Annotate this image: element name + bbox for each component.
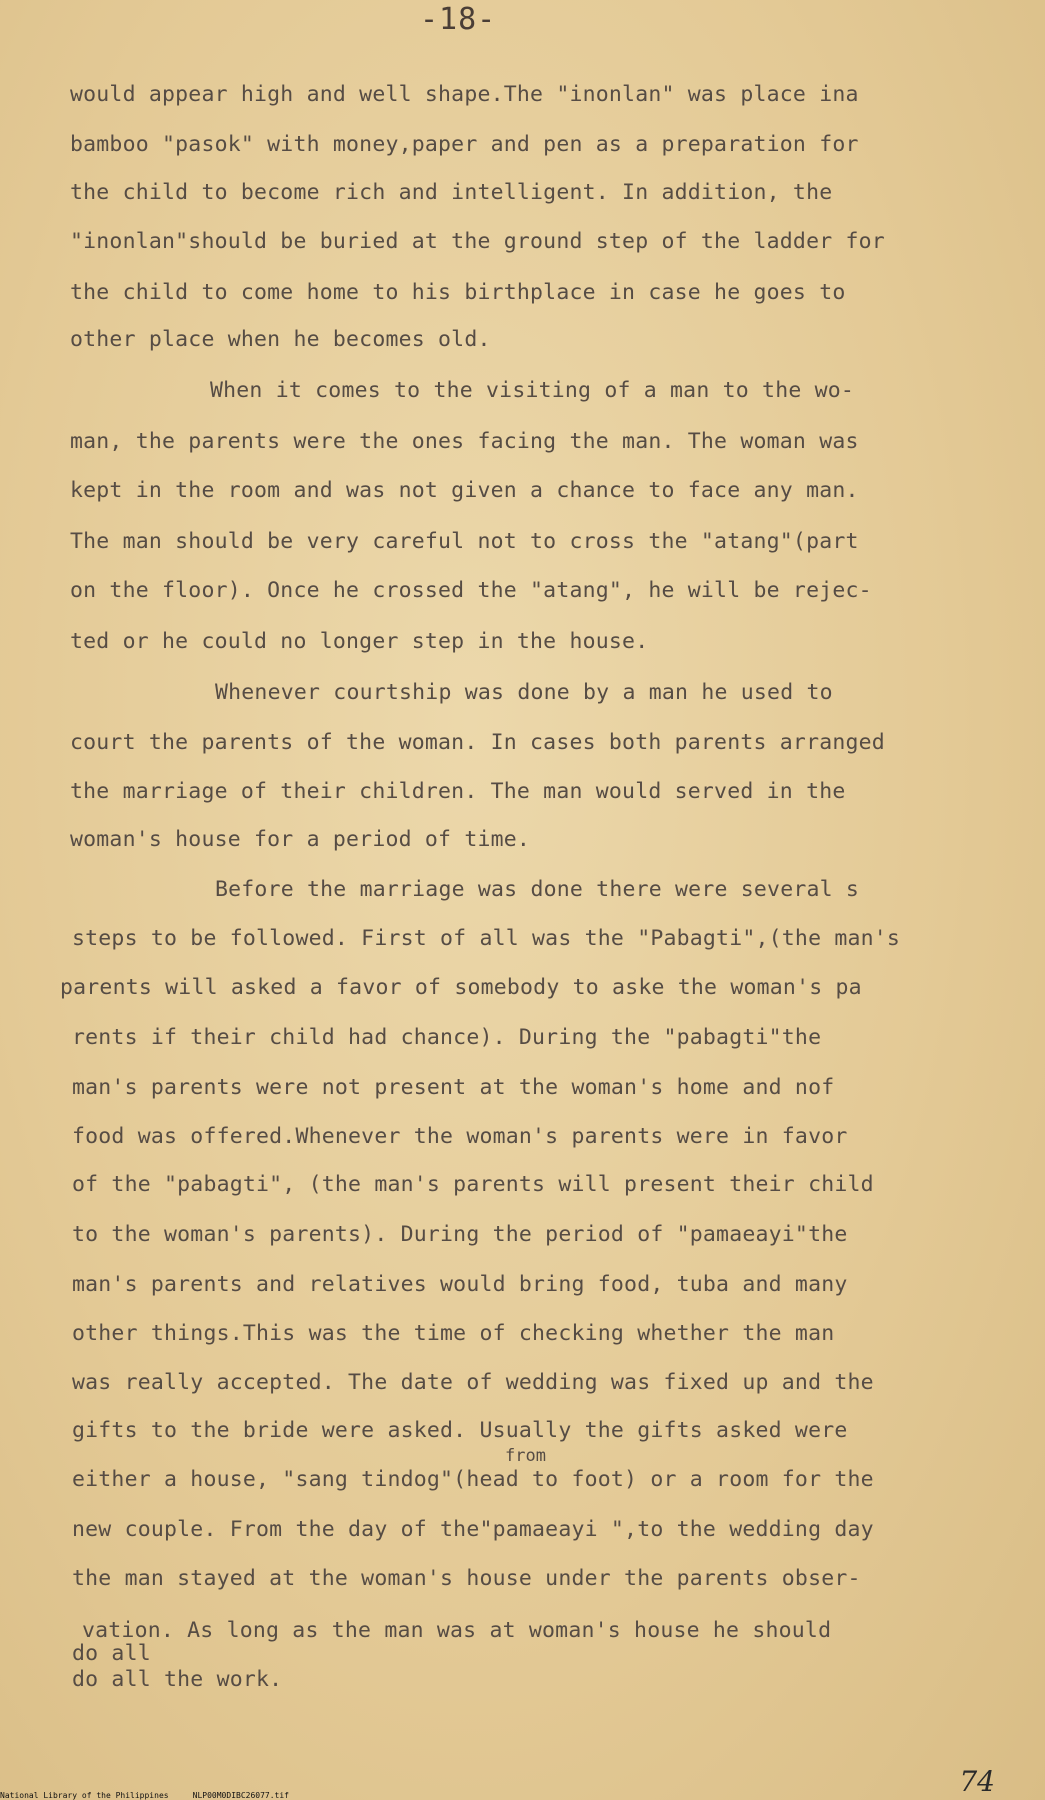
text-line: kept in the room and was not given a chance to face any man. xyxy=(70,478,859,503)
text-line: woman's house for a period of time. xyxy=(70,827,531,852)
text-line: ted or he could no longer step in the house. xyxy=(70,629,649,654)
text-line: on the floor). Once he crossed the "atang", he will be rejec- xyxy=(70,578,872,603)
text-line: bamboo "pasok" with money,paper and pen as a preparation for xyxy=(70,132,859,157)
text-line: court the parents of the woman. In cases both parents arranged xyxy=(70,730,885,755)
text-line: The man should be very careful not to cross the "atang"(part xyxy=(70,529,859,554)
text-line: would appear high and well shape.The "inonlan" was place ina xyxy=(70,82,859,107)
text-line: the man stayed at the woman's house under the parents obser- xyxy=(72,1566,861,1591)
text-line: new couple. From the day of the"pamaeayi ",to the wedding day xyxy=(72,1517,874,1542)
text-line: "inonlan"should be buried at the ground step of the ladder for xyxy=(70,229,885,254)
text-line: do all xyxy=(72,1641,151,1666)
text-line: food was offered.Whenever the woman's parents were in favor xyxy=(72,1124,848,1149)
text-line: to the woman's parents). During the period of "pamaeayi"the xyxy=(72,1222,848,1247)
page-number: -18- xyxy=(420,2,497,37)
text-line: other place when he becomes old. xyxy=(70,327,491,352)
text-line: gifts to the bride were asked. Usually the gifts asked were xyxy=(72,1418,848,1443)
text-line: of the "pabagti", (the man's parents will present their child xyxy=(72,1172,874,1197)
text-line: parents will asked a favor of somebody to aske the woman's pa xyxy=(60,975,862,1000)
text-line: Before the marriage was done there were several s xyxy=(215,877,860,902)
folio-number: 74 xyxy=(959,1765,995,1798)
text-line: man, the parents were the ones facing the man. The woman was xyxy=(70,429,859,454)
text-line: the child to come home to his birthplace in case he goes to xyxy=(70,280,846,305)
text-line: the marriage of their children. The man would served in the xyxy=(70,779,846,804)
text-line: other things.This was the time of checking whether the man xyxy=(72,1321,835,1346)
text-line: When it comes to the visiting of a man to the wo- xyxy=(210,378,855,403)
text-line: was really accepted. The date of wedding was fixed up and the xyxy=(72,1370,874,1395)
text-line: steps to be followed. First of all was the "Pabagti",(the man's xyxy=(72,926,901,951)
text-line: do all the work. xyxy=(72,1667,283,1692)
text-line: Whenever courtship was done by a man he used to xyxy=(215,680,833,705)
insertion-word: from xyxy=(505,1446,546,1466)
text-line: the child to become rich and intelligent. In addition, the xyxy=(70,180,833,205)
text-line: either a house, "sang tindog"(head to foot) or a room for the xyxy=(72,1467,874,1492)
text-line: man's parents and relatives would bring food, tuba and many xyxy=(72,1272,848,1297)
footer-credit: National Library of the Philippines NLP00M0DIBC26077.tif xyxy=(0,1791,289,1800)
text-line: vation. As long as the man was at woman's house he should xyxy=(82,1618,832,1643)
text-line: man's parents were not present at the woman's home and nof xyxy=(72,1075,835,1100)
text-line: rents if their child had chance). During the "pabagti"the xyxy=(72,1025,822,1050)
